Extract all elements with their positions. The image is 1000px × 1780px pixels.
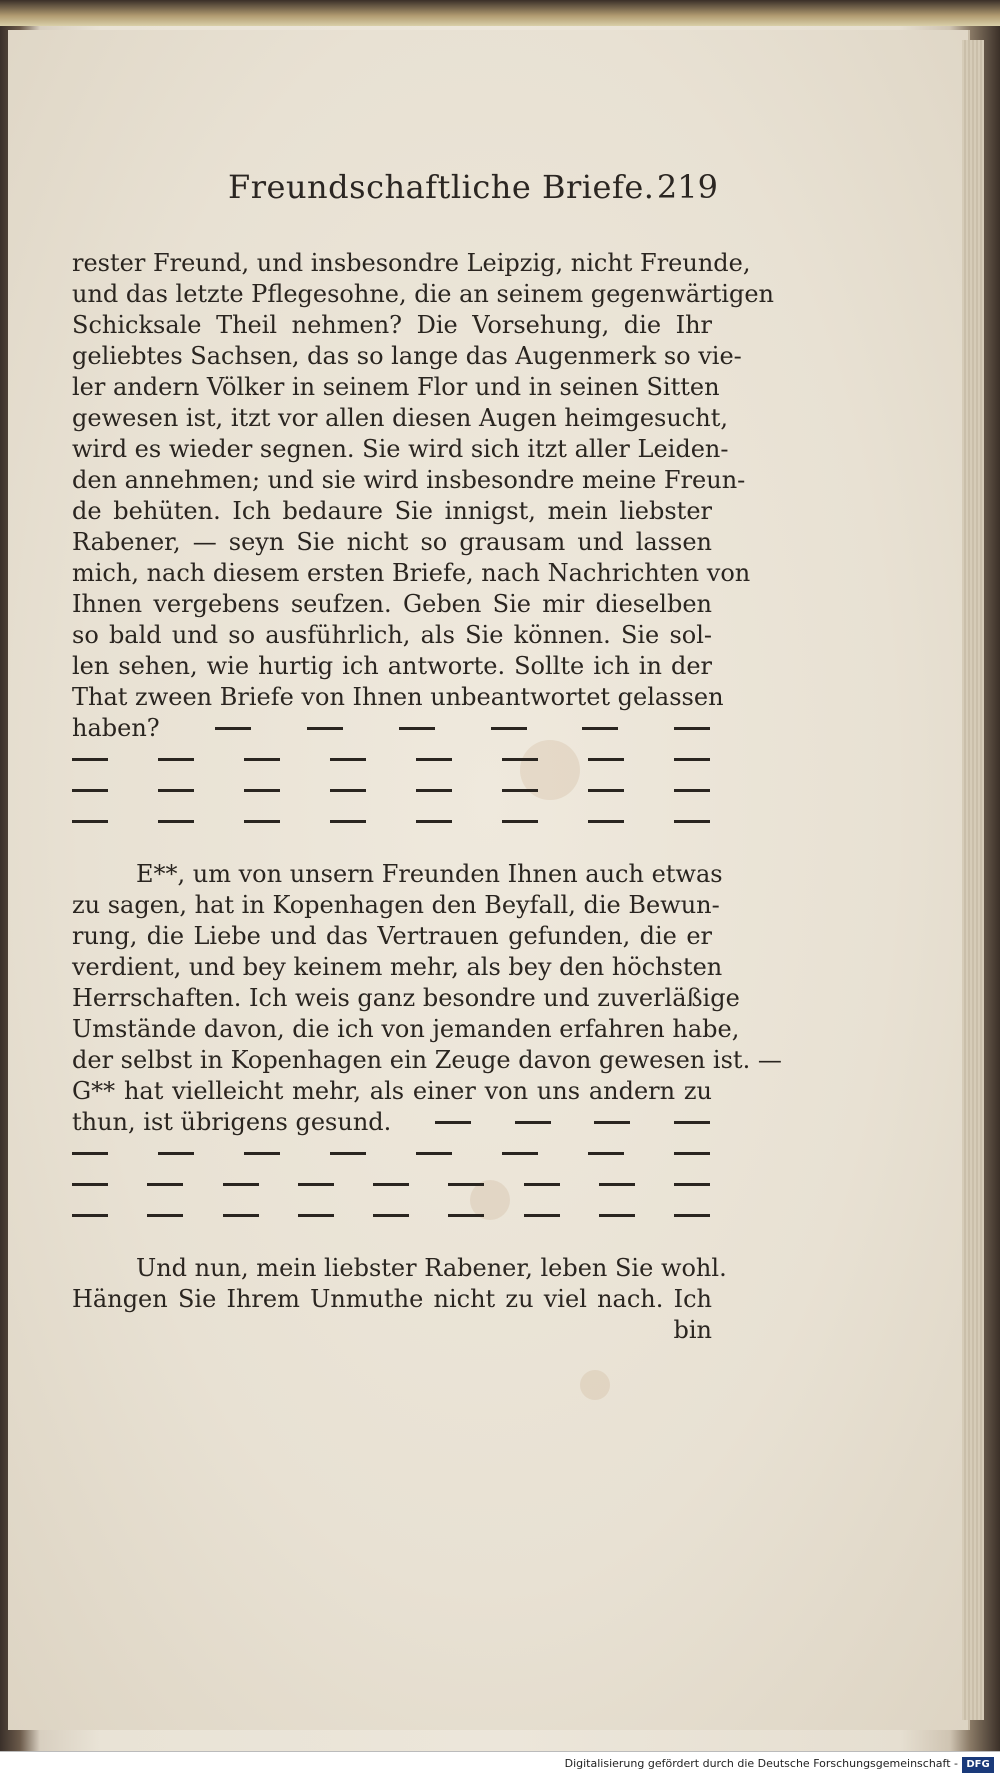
text-line: Ihnen vergebens seufzen. Geben Sie mir dieselben [72, 590, 712, 618]
text-line: Hängen Sie Ihrem Unmuthe nicht zu viel nach. Ich [72, 1285, 712, 1313]
catchword: bin [673, 1316, 712, 1344]
omission-dashes [72, 744, 712, 775]
omission-dashes [72, 1107, 712, 1138]
omission-dashes [72, 806, 712, 837]
letter-body [72, 248, 782, 1346]
text-line: Umstände davon, die ich von jemanden erfahren habe, [72, 1015, 740, 1043]
text-line: Rabener, — seyn Sie nicht so grausam und lassen [72, 528, 712, 556]
page-number: 219 [656, 168, 718, 206]
text-line: rung, die Liebe und das Vertrauen gefunden, die er [72, 922, 712, 950]
text-line: That zween Briefe von Ihnen unbeantwortet gelassen [72, 683, 724, 711]
text-line: verdient, und bey keinem mehr, als bey den höchsten [72, 953, 723, 981]
footer-credit: Digitalisierung gefördert durch die Deutsche Forschungsgemeinschaft - [564, 1757, 958, 1770]
book-cover-edge [0, 0, 1000, 26]
text-line: mich, nach diesem ersten Briefe, nach Nachrichten von [72, 559, 751, 587]
text-line: gewesen ist, itzt vor allen diesen Augen heimgesucht, [72, 404, 729, 432]
paper-stain [580, 1370, 610, 1400]
text-line: wird es wieder segnen. Sie wird sich itzt aller Leiden- [72, 435, 729, 463]
text-line: ler andern Völker in seinem Flor und in seinen Sitten [72, 373, 720, 401]
running-title: Freundschaftliche Briefe. [228, 168, 655, 206]
omission-dashes [72, 775, 712, 806]
text-line: Schicksale Theil nehmen? Die Vorsehung, die Ihr [72, 311, 712, 339]
text-line: G** hat vielleicht mehr, als einer von uns andern zu [72, 1077, 712, 1105]
omission-dashes [72, 1200, 712, 1231]
text-line: zu sagen, hat in Kopenhagen den Beyfall, die Bewun- [72, 891, 720, 919]
text-line: Und nun, mein liebster Rabener, leben Sie wohl. [136, 1254, 727, 1282]
text-line: len sehen, wie hurtig ich antworte. Sollte ich in der [72, 652, 712, 680]
text-line: E**, um von unsern Freunden Ihnen auch etwas [136, 860, 723, 888]
text-line: thun, ist übrigens gesund. [72, 1108, 392, 1136]
omission-dashes [72, 1169, 712, 1200]
text-line: der selbst in Kopenhagen ein Zeuge davon gewesen ist. — [72, 1046, 782, 1074]
omission-dashes [72, 1138, 712, 1169]
text-line: so bald und so ausführlich, als Sie können. Sie sol- [72, 621, 712, 649]
text-line: Herrschaften. Ich weis ganz besondre und zuverläßige [72, 984, 740, 1012]
dfg-logo-icon: DFG [962, 1757, 994, 1773]
digitization-footer [0, 1751, 1000, 1780]
page-header [228, 168, 718, 218]
text-line: und das letzte Pflegesohne, die an seinem gegenwärtigen [72, 280, 774, 308]
omission-dashes [72, 713, 712, 744]
text-line: rester Freund, und insbesondre Leipzig, nicht Freunde, [72, 249, 751, 277]
text-line: den annehmen; und sie wird insbesondre meine Freun- [72, 466, 746, 494]
text-line: de behüten. Ich bedaure Sie innigst, mein liebster [72, 497, 712, 525]
text-line: haben? [72, 714, 160, 742]
page-edges [962, 40, 984, 1720]
text-line: geliebtes Sachsen, das so lange das Augenmerk so vie- [72, 342, 742, 370]
